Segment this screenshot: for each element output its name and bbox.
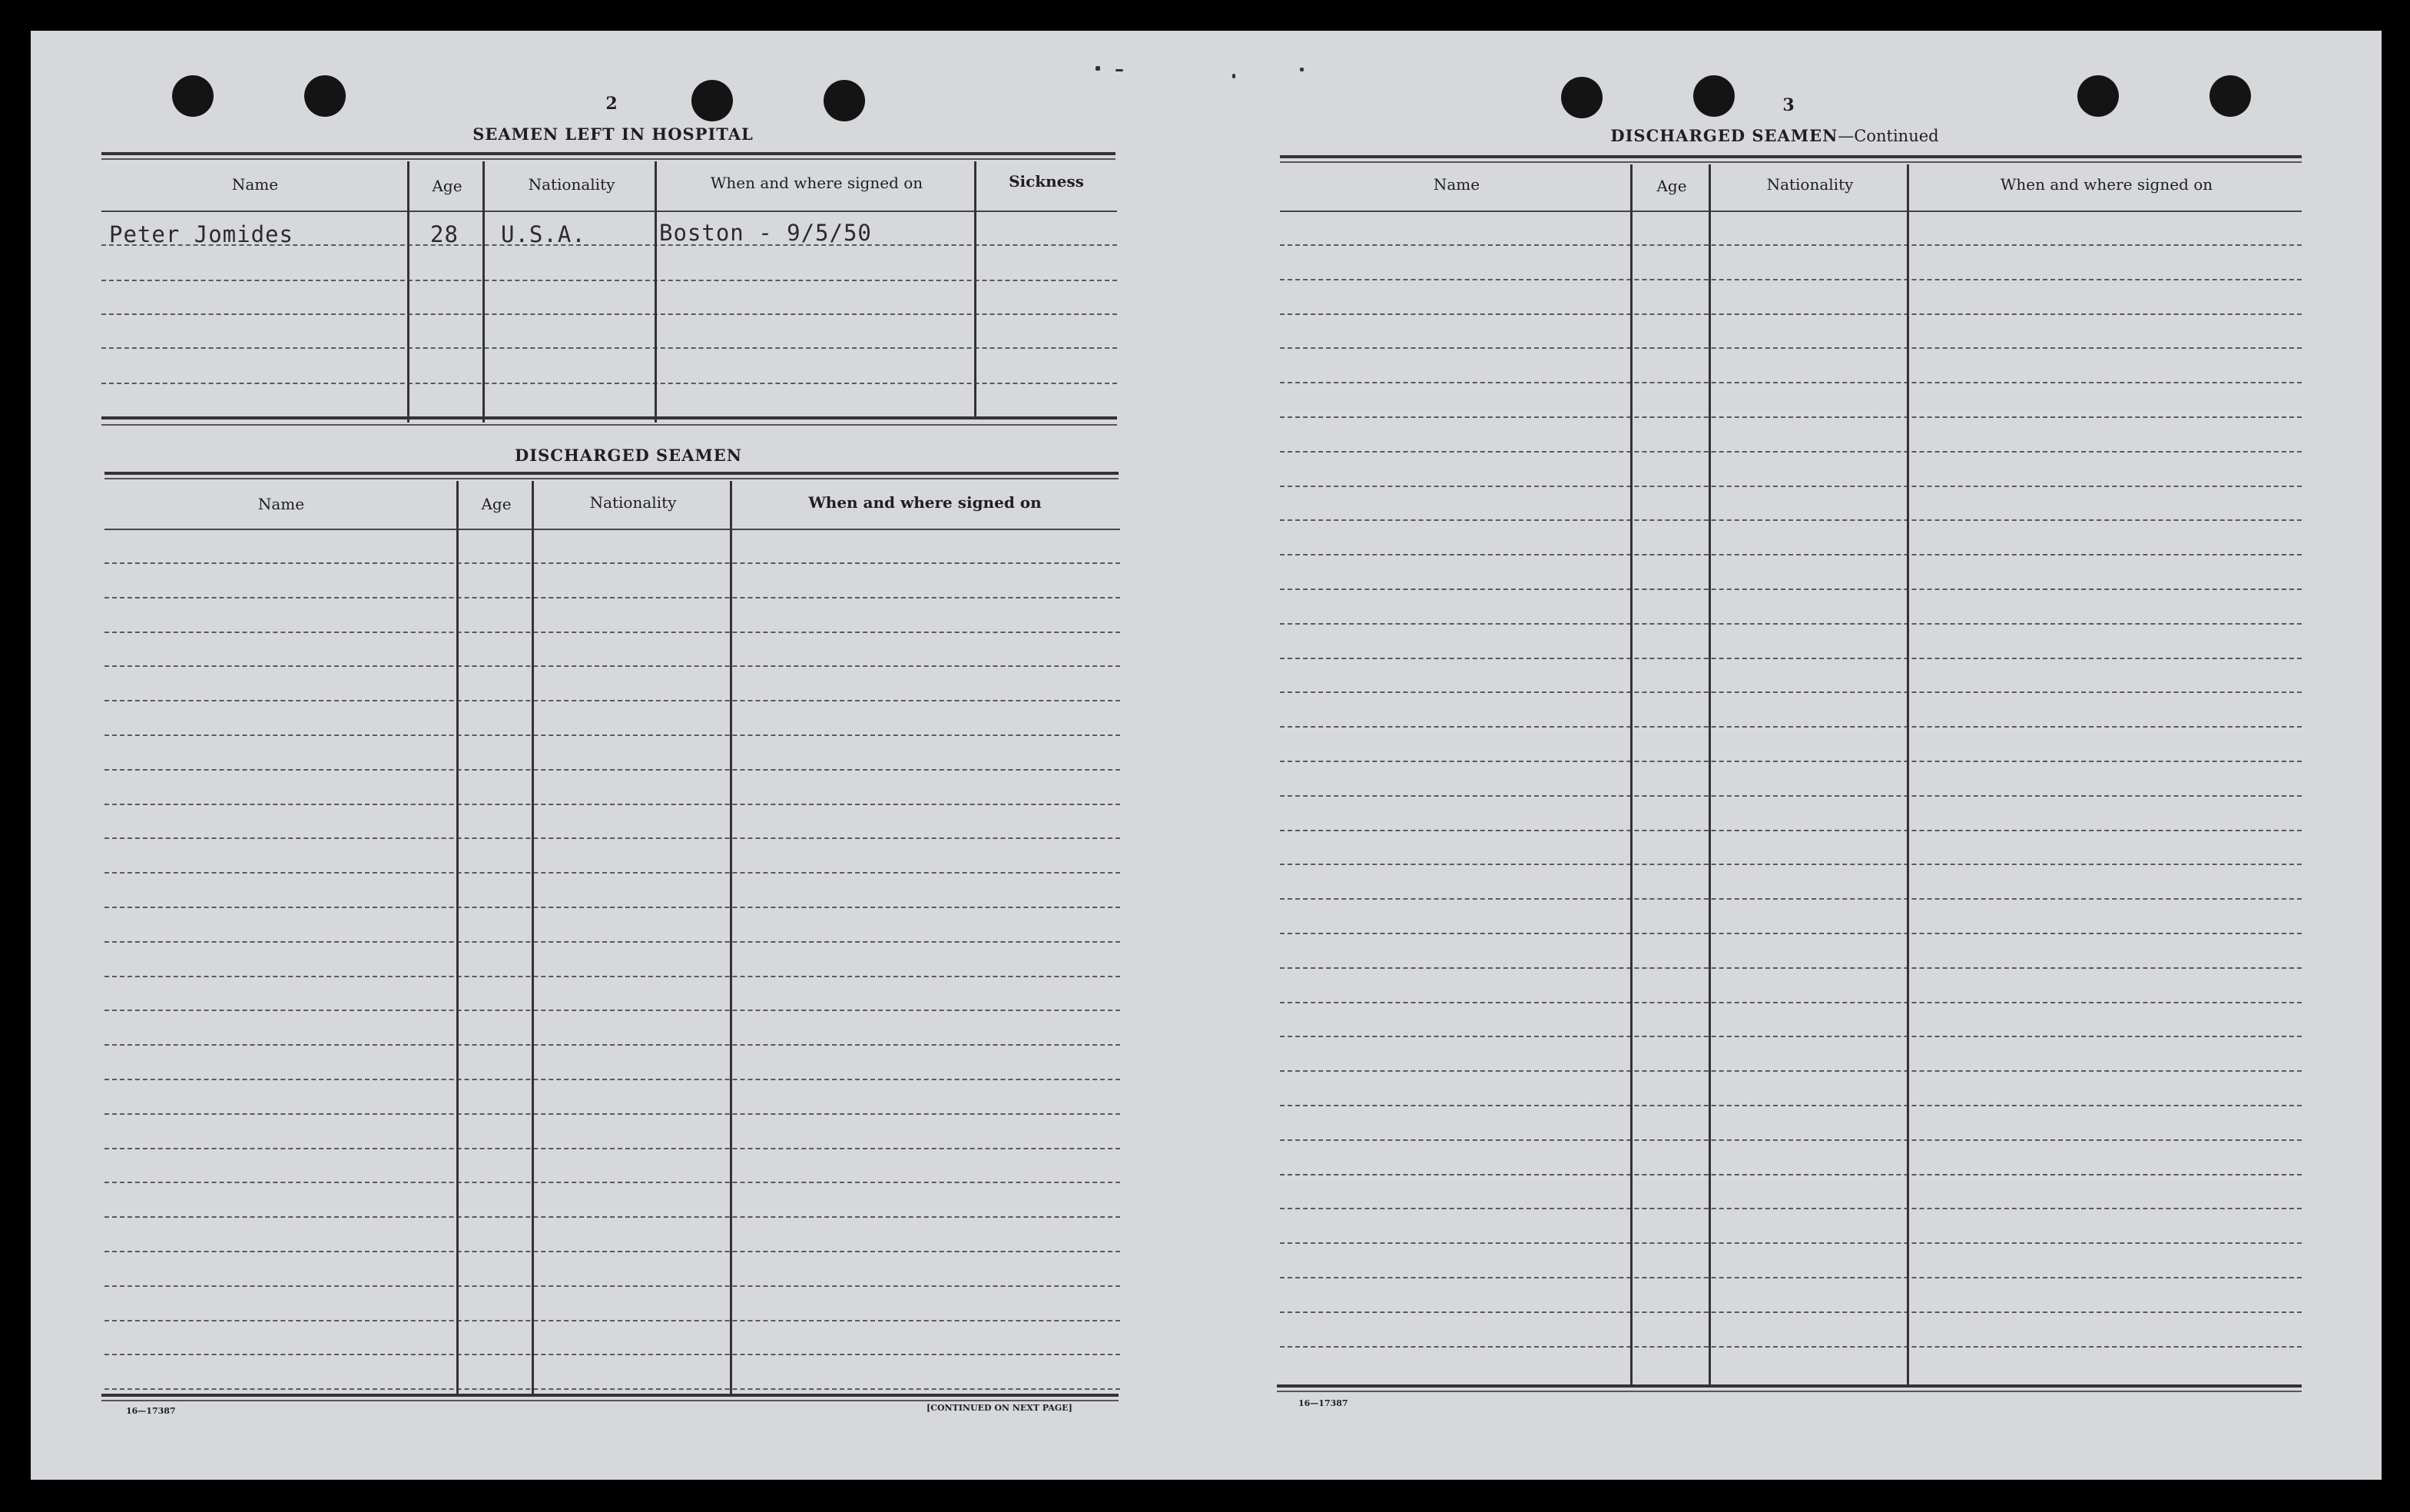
row-line: [1280, 1105, 2302, 1106]
row-line: [104, 562, 1120, 564]
punch-hole: [172, 75, 214, 117]
row-line: [104, 1354, 1120, 1355]
hospital-section-title: SEAMEN LEFT IN HOSPITAL: [472, 124, 754, 144]
row-line: [104, 700, 1120, 701]
row-line: [1280, 416, 2302, 418]
row-line: [104, 1388, 1120, 1390]
column-header-signed-on: When and where signed on: [808, 493, 1042, 512]
column-divider: [1907, 164, 1909, 1386]
seaman-name: Peter Jomides: [109, 221, 293, 247]
column-header-signed-on: When and where signed on: [2000, 175, 2213, 194]
header-underline: [101, 211, 1117, 212]
column-divider: [532, 481, 534, 1394]
punch-hole: [1693, 75, 1735, 117]
row-line: [1280, 244, 2302, 246]
column-divider: [655, 161, 657, 423]
row-line: [104, 665, 1120, 667]
section-title-suffix: —Continued: [1838, 127, 1939, 145]
row-line: [104, 1182, 1120, 1183]
row-line: [104, 1216, 1120, 1218]
row-line: [1280, 1139, 2302, 1141]
row-line: [1280, 1174, 2302, 1175]
column-header-signed-on: When and where signed on: [710, 174, 923, 192]
column-divider: [1709, 164, 1711, 1386]
row-line: [104, 1251, 1120, 1252]
row-line: [101, 313, 1117, 315]
punch-hole: [691, 80, 733, 121]
ink-mark: [1096, 66, 1100, 71]
row-line: [1280, 1070, 2302, 1072]
row-line: [104, 941, 1120, 943]
row-line: [104, 1044, 1120, 1046]
row-line: [1280, 967, 2302, 969]
column-divider: [974, 161, 976, 419]
row-line: [1280, 898, 2302, 900]
row-line: [1280, 1036, 2302, 1037]
section-rule: [101, 424, 1117, 426]
column-header-nationality: Nationality: [528, 175, 615, 194]
form-number: 16—17387: [1298, 1398, 1348, 1408]
form-number: 16—17387: [126, 1406, 176, 1416]
header-underline: [104, 529, 1120, 530]
row-line: [1280, 864, 2302, 865]
column-divider: [407, 161, 409, 423]
column-header-age: Age: [481, 495, 512, 513]
column-header-name: Name: [1433, 175, 1480, 194]
row-line: [1280, 589, 2302, 590]
row-line: [104, 872, 1120, 874]
row-line: [104, 907, 1120, 908]
seaman-age: 28: [430, 221, 459, 247]
discharged-section-title: DISCHARGED SEAMEN: [515, 446, 742, 465]
row-line: [104, 1148, 1120, 1149]
row-line: [1280, 1208, 2302, 1209]
row-line: [1280, 933, 2302, 934]
column-divider: [482, 161, 485, 423]
row-line: [1280, 761, 2302, 762]
section-rule: [104, 472, 1119, 475]
page-number: 2: [605, 94, 618, 114]
document-sheet: [31, 31, 2382, 1480]
row-line: [1280, 519, 2302, 521]
row-line: [1280, 1346, 2302, 1348]
row-line: [1280, 1002, 2302, 1003]
punch-hole: [824, 80, 865, 121]
row-line: [104, 1113, 1120, 1115]
row-line: [104, 837, 1120, 839]
column-header-nationality: Nationality: [589, 493, 677, 512]
row-line: [101, 280, 1117, 281]
column-divider: [1630, 164, 1633, 1386]
row-line: [101, 383, 1117, 384]
section-rule: [1277, 1391, 2302, 1392]
row-line: [104, 1285, 1120, 1287]
row-line: [1280, 382, 2302, 383]
punch-hole: [2209, 75, 2251, 117]
right-section-title: [1610, 126, 1938, 145]
row-line: [104, 597, 1120, 598]
row-line: [1280, 313, 2302, 315]
row-line: [1280, 279, 2302, 280]
continued-note: [CONTINUED ON NEXT PAGE]: [927, 1403, 1072, 1413]
row-line: [1280, 623, 2302, 625]
row-line: [104, 769, 1120, 771]
section-rule: [101, 158, 1115, 160]
seaman-signed-on: Boston - 9/5/50: [659, 220, 872, 246]
column-divider: [456, 481, 459, 1394]
row-line: [1280, 1242, 2302, 1244]
ink-mark: [1232, 74, 1235, 78]
punch-hole: [304, 75, 346, 117]
row-line: [1280, 451, 2302, 453]
column-header-nationality: Nationality: [1766, 175, 1854, 194]
row-line: [104, 976, 1120, 977]
row-line: [104, 1320, 1120, 1321]
row-line: [1280, 691, 2302, 693]
column-header-name: Name: [257, 495, 305, 513]
row-line: [101, 347, 1117, 349]
row-line: [1280, 830, 2302, 831]
ink-mark: [1300, 68, 1304, 71]
punch-hole: [1561, 77, 1603, 118]
row-line: [1280, 726, 2302, 728]
section-rule: [1280, 155, 2302, 158]
section-rule: [104, 478, 1119, 479]
row-line: [1280, 658, 2302, 659]
section-rule: [101, 152, 1115, 155]
row-line: [104, 632, 1120, 633]
header-underline: [1280, 211, 2302, 212]
section-rule: [101, 416, 1117, 419]
section-rule: [101, 1400, 1119, 1401]
punch-hole: [2077, 75, 2119, 117]
section-rule: [1277, 1384, 2302, 1388]
row-line: [1280, 1277, 2302, 1278]
column-header-age: Age: [1656, 177, 1687, 195]
row-line: [1280, 554, 2302, 555]
row-line: [104, 1079, 1120, 1080]
row-line: [1280, 486, 2302, 487]
row-line: [1280, 347, 2302, 349]
row-line: [104, 804, 1120, 805]
column-divider: [730, 481, 732, 1394]
page-number: 3: [1782, 95, 1795, 115]
section-rule: [1280, 161, 2302, 163]
section-title-main: DISCHARGED SEAMEN: [1610, 126, 1838, 145]
row-line: [104, 734, 1120, 736]
seaman-nationality: U.S.A.: [501, 221, 586, 247]
column-header-sickness: Sickness: [1009, 172, 1084, 191]
column-header-name: Name: [231, 175, 279, 194]
section-rule: [101, 1394, 1119, 1397]
row-line: [1280, 1311, 2302, 1313]
column-header-age: Age: [432, 177, 462, 195]
row-line: [104, 1010, 1120, 1011]
ink-mark: [1115, 69, 1123, 71]
row-line: [1280, 795, 2302, 797]
